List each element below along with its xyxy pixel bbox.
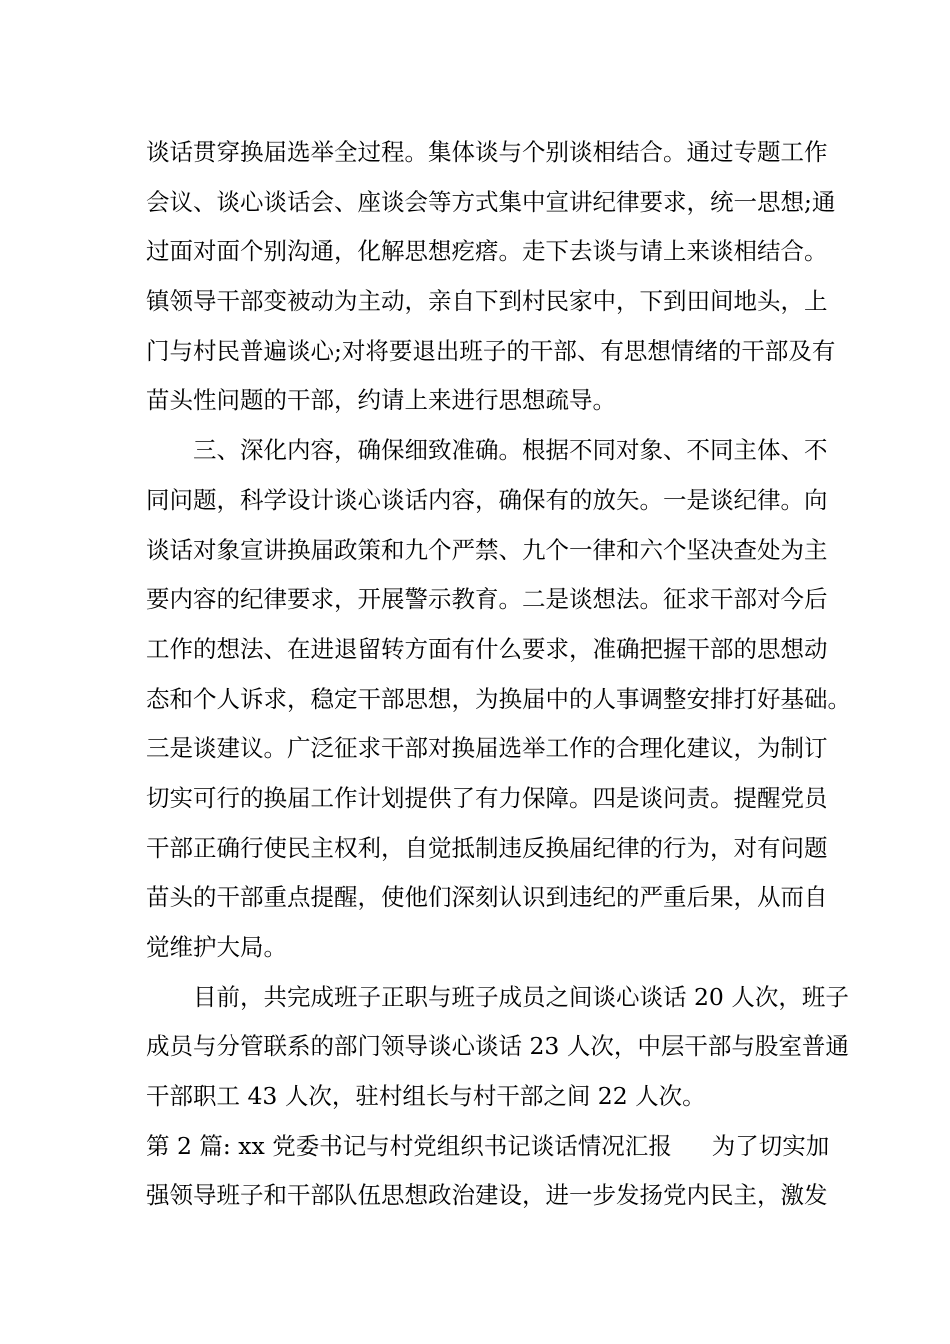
- para2-line-6: 态和个人诉求，稳定干部思想，为换届中的人事调整安排打好基础。: [146, 684, 851, 713]
- para1-line-2: 会议、谈心谈话会、座谈会等方式集中宣讲纪律要求，统一思想;通: [146, 187, 836, 216]
- para4-line-1: 强领导班子和干部队伍思想政治建设，进一步发扬党内民主，激发: [146, 1181, 828, 1210]
- para2-line-1: 三、深化内容，确保细致准确。根据不同对象、不同主体、不: [193, 436, 828, 465]
- para2-line-3: 谈话对象宣讲换届政策和九个严禁、九个一律和六个坚决查处为主: [146, 535, 828, 564]
- para2-line-5: 工作的想法、在进退留转方面有什么要求，准确把握干部的思想动: [146, 634, 828, 663]
- para2-line-10: 苗头的干部重点提醒，使他们深刻认识到违纪的严重后果，从而自: [146, 883, 828, 912]
- para2-line-4: 要内容的纪律要求，开展警示教育。二是谈想法。征求干部对今后: [146, 585, 828, 614]
- para1-line-3: 过面对面个别沟通，化解思想疙瘩。走下去谈与请上来谈相结合。: [146, 237, 828, 266]
- para2-line-7: 三是谈建议。广泛征求干部对换届选举工作的合理化建议，为制订: [146, 734, 828, 763]
- document-body: [146, 128, 851, 1221]
- para1-line-1: 谈话贯穿换届选举全过程。集体谈与个别谈相结合。通过专题工作: [146, 138, 828, 166]
- para3-line-1: 目前，共完成班子正职与班子成员之间谈心谈话 20 人次，班子: [193, 982, 849, 1011]
- para2-line-2: 同问题，科学设计谈心谈话内容，确保有的放矢。一是谈纪律。向: [146, 485, 828, 514]
- para2-line-11: 觉维护大局。: [146, 933, 287, 961]
- para2-line-9: 干部正确行使民主权利，自觉抵制违反换届纪律的行为，对有问题: [146, 833, 828, 862]
- section-heading-title: 第 2 篇: xx 党委书记与村党组织书记谈话情况汇报: [146, 1131, 672, 1160]
- para3-line-2: 成员与分管联系的部门领导谈心谈话 23 人次，中层干部与股室普通: [146, 1032, 849, 1061]
- para1-line-6: 苗头性问题的干部，约请上来进行思想疏导。: [146, 386, 616, 415]
- para3-line-3: 干部职工 43 人次，驻村组长与村干部之间 22 人次。: [146, 1082, 706, 1111]
- section-heading-continuation: 为了切实加: [711, 1131, 830, 1160]
- section-heading: [146, 1122, 830, 1172]
- para1-line-4: 镇领导干部变被动为主动，亲自下到村民家中，下到田间地头，上: [146, 287, 828, 316]
- para2-line-8: 切实可行的换届工作计划提供了有力保障。四是谈问责。提醒党员: [146, 783, 828, 812]
- para1-line-5: 门与村民普遍谈心;对将要退出班子的干部、有思想情绪的干部及有: [146, 336, 836, 365]
